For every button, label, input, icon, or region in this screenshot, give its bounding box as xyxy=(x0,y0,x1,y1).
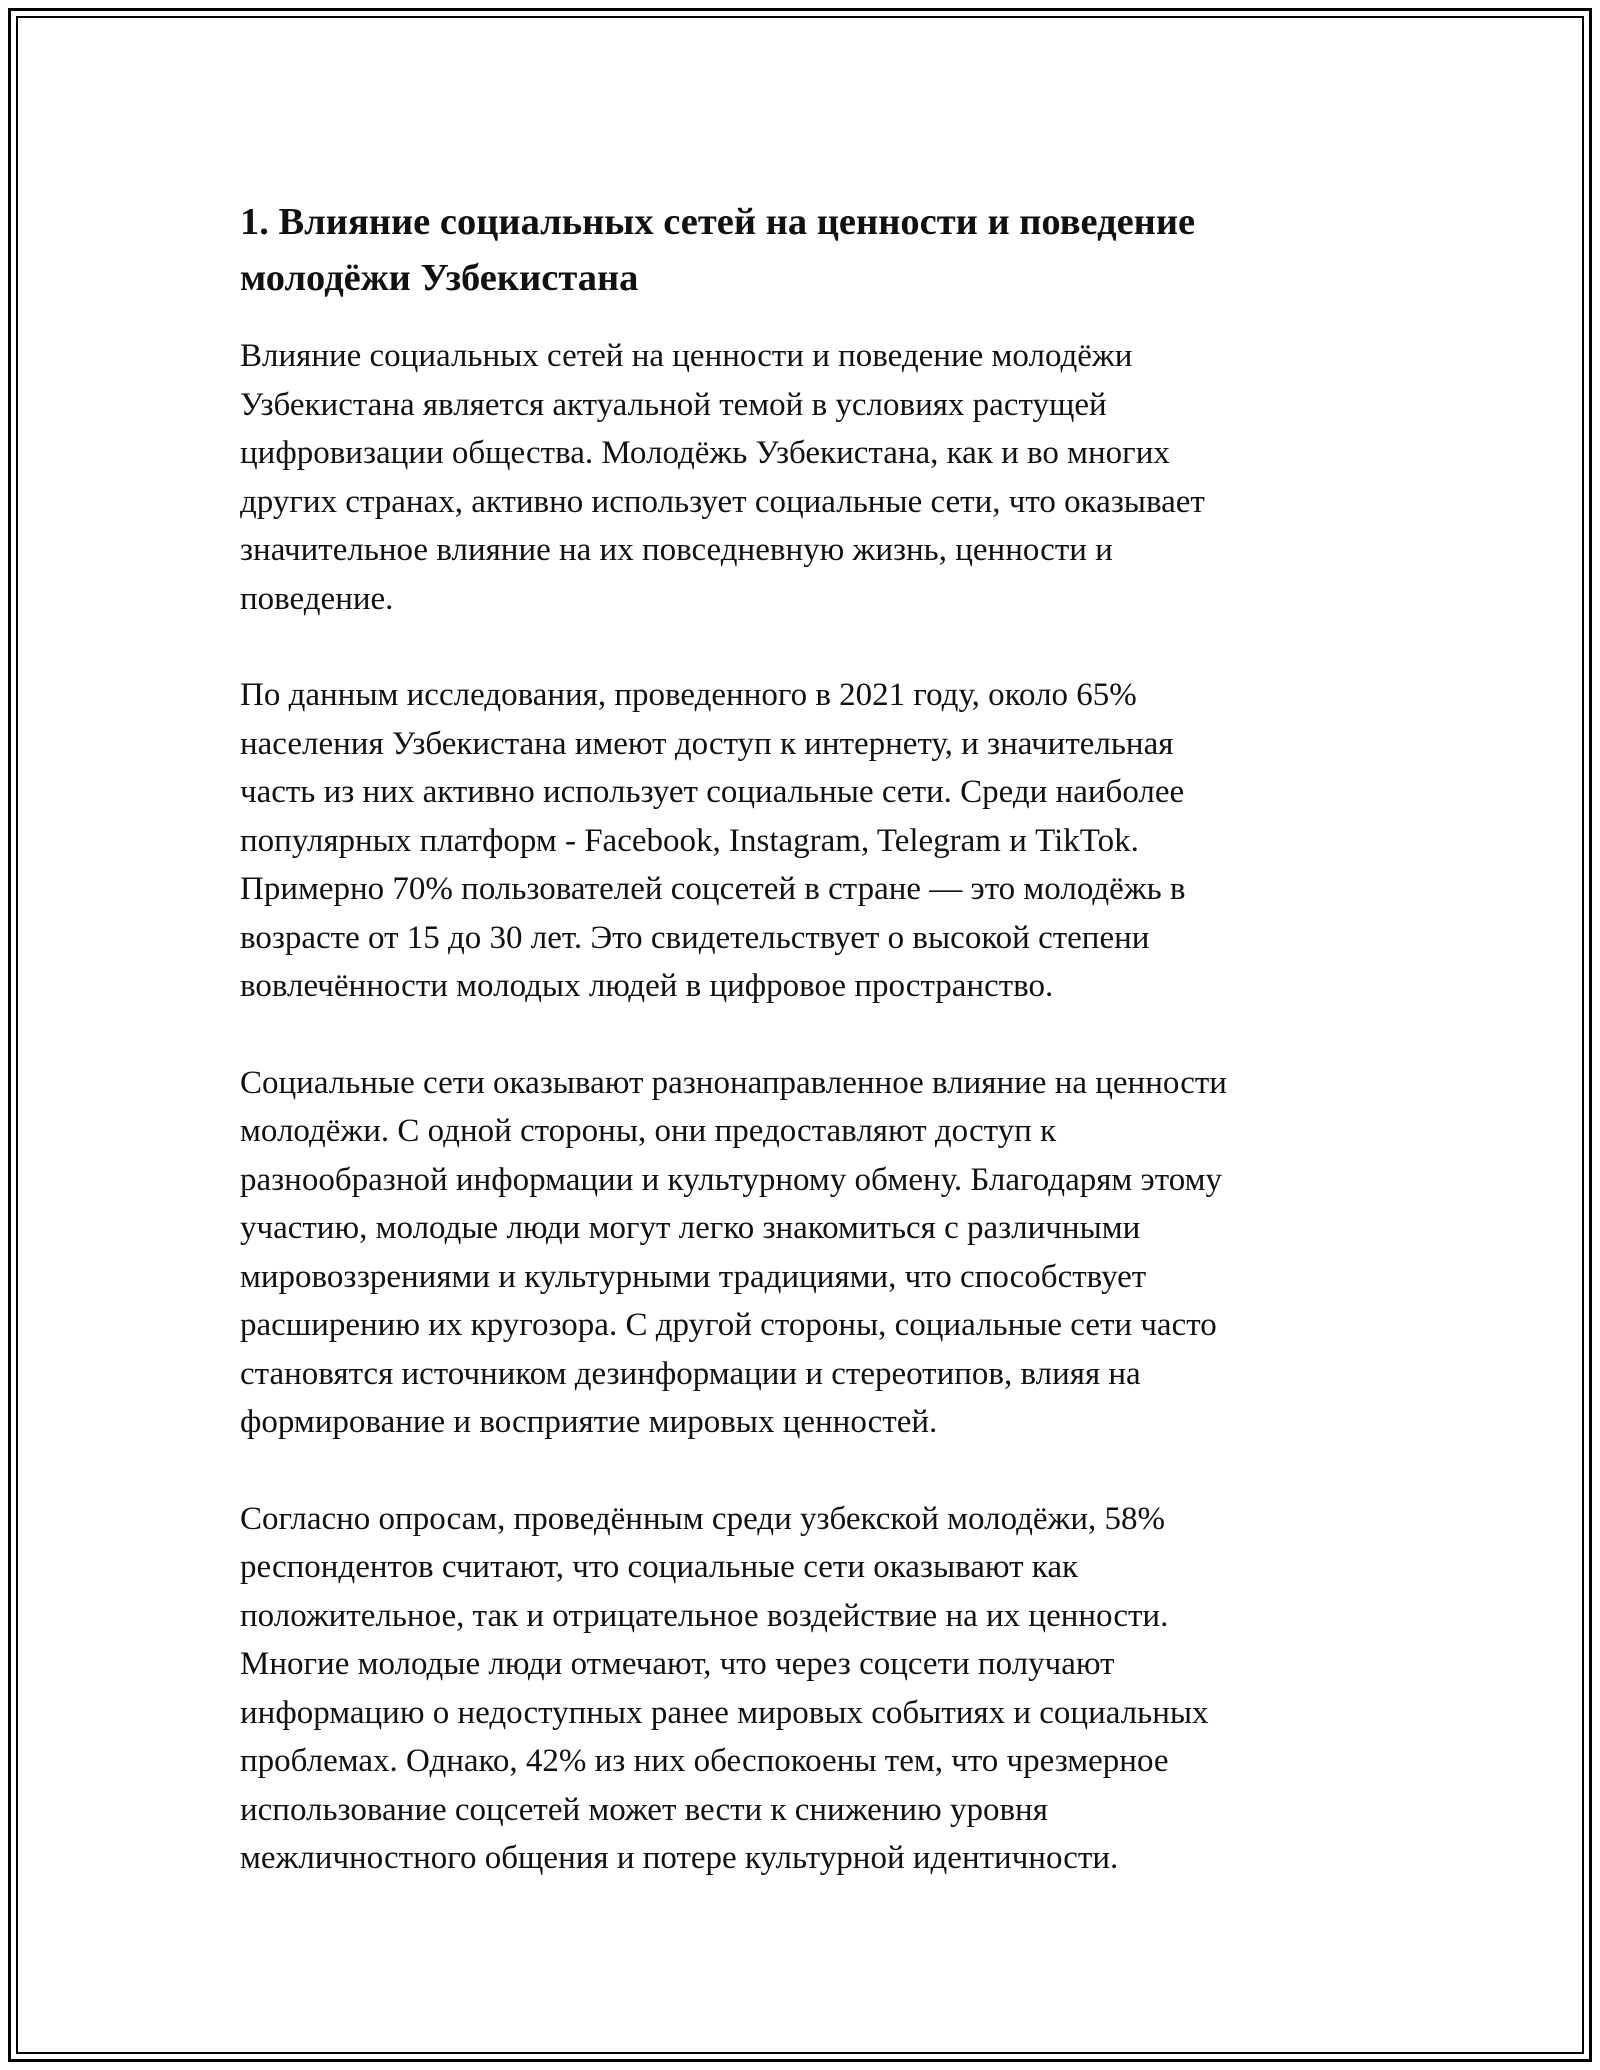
page-inner-border xyxy=(16,16,1584,2054)
title-line: 1. Влияние социальных сетей на ценности и поведение xyxy=(240,201,1196,243)
paragraph-intro xyxy=(240,332,1360,623)
paragraph-line: вовлечённости молодых людей в цифровое пространство. xyxy=(240,968,1054,1004)
paragraph-line: использование соцсетей может вести к снижению уровня xyxy=(240,1791,1048,1828)
paragraph-line: других странах, активно использует социальные сети, что оказывает xyxy=(240,483,1205,520)
paragraph-influence xyxy=(240,1059,1360,1447)
paragraph-line: населения Узбекистана имеют доступ к интернету, и значительная xyxy=(240,725,1174,762)
paragraph-line: Социальные сети оказывают разнонаправленное влияние на ценности xyxy=(240,1064,1227,1101)
paragraph-line: расширению их кругозора. С другой стороны, социальные сети часто xyxy=(240,1307,1217,1343)
page-outer-border xyxy=(8,8,1592,2062)
paragraph-line: мировоззрениями и культурными традициями, что способствует xyxy=(240,1258,1147,1295)
paragraph-line: информацию о недоступных ранее мировых событиях и социальных xyxy=(240,1694,1209,1731)
paragraph-line: поведение. xyxy=(240,580,394,617)
paragraph-line: Примерно 70% пользователей соцсетей в стране — это молодёжь в xyxy=(240,871,1186,907)
paragraph-line: становятся источником дезинформации и стереотипов, влияя на xyxy=(240,1355,1141,1392)
section-title xyxy=(240,194,1360,306)
document-content xyxy=(240,194,1360,1931)
paragraph-line: участию, молодые люди могут легко знакомиться с различными xyxy=(240,1210,1141,1246)
paragraph-line: возрасте от 15 до 30 лет. Это свидетельствует о высокой степени xyxy=(240,919,1150,956)
paragraph-line: Многие молодые люди отмечают, что через соцсети получают xyxy=(240,1646,1115,1682)
paragraph-line: формирование и восприятие мировых ценностей. xyxy=(240,1404,938,1440)
paragraph-line: Узбекистана является актуальной темой в условиях растущей xyxy=(240,386,1107,423)
paragraph-survey xyxy=(240,1495,1360,1883)
paragraph-line: значительное влияние на их повседневную жизнь, ценности и xyxy=(240,532,1113,568)
paragraph-line: межличностного общения и потере культурной идентичности. xyxy=(240,1840,1119,1876)
paragraph-line: проблемах. Однако, 42% из них обеспокоены тем, что чрезмерное xyxy=(240,1743,1169,1779)
paragraph-line: положительное, так и отрицательное воздействие на их ценности. xyxy=(240,1597,1169,1634)
paragraph-line: молодёжи. С одной стороны, они предоставляют доступ к xyxy=(240,1113,1057,1149)
paragraph-line: цифровизации общества. Молодёжь Узбекистана, как и во многих xyxy=(240,435,1170,471)
paragraph-line: популярных платформ - Facebook, Instagram, Telegram и TikTok. xyxy=(240,822,1139,859)
title-line: молодёжи Узбекистана xyxy=(240,257,639,299)
paragraph-line: респондентов считают, что социальные сети оказывают как xyxy=(240,1549,1079,1585)
paragraph-line: часть из них активно использует социальные сети. Среди наиболее xyxy=(240,774,1185,810)
paragraph-line: Согласно опросам, проведённым среди узбекской молодёжи, 58% xyxy=(240,1500,1165,1537)
paragraph-line: По данным исследования, проведенного в 2021 году, около 65% xyxy=(240,677,1137,713)
paragraph-line: разнообразной информации и культурному обмену. Благодарям этому xyxy=(240,1161,1222,1198)
paragraph-line: Влияние социальных сетей на ценности и поведение молодёжи xyxy=(240,338,1133,374)
paragraph-statistics xyxy=(240,671,1360,1011)
